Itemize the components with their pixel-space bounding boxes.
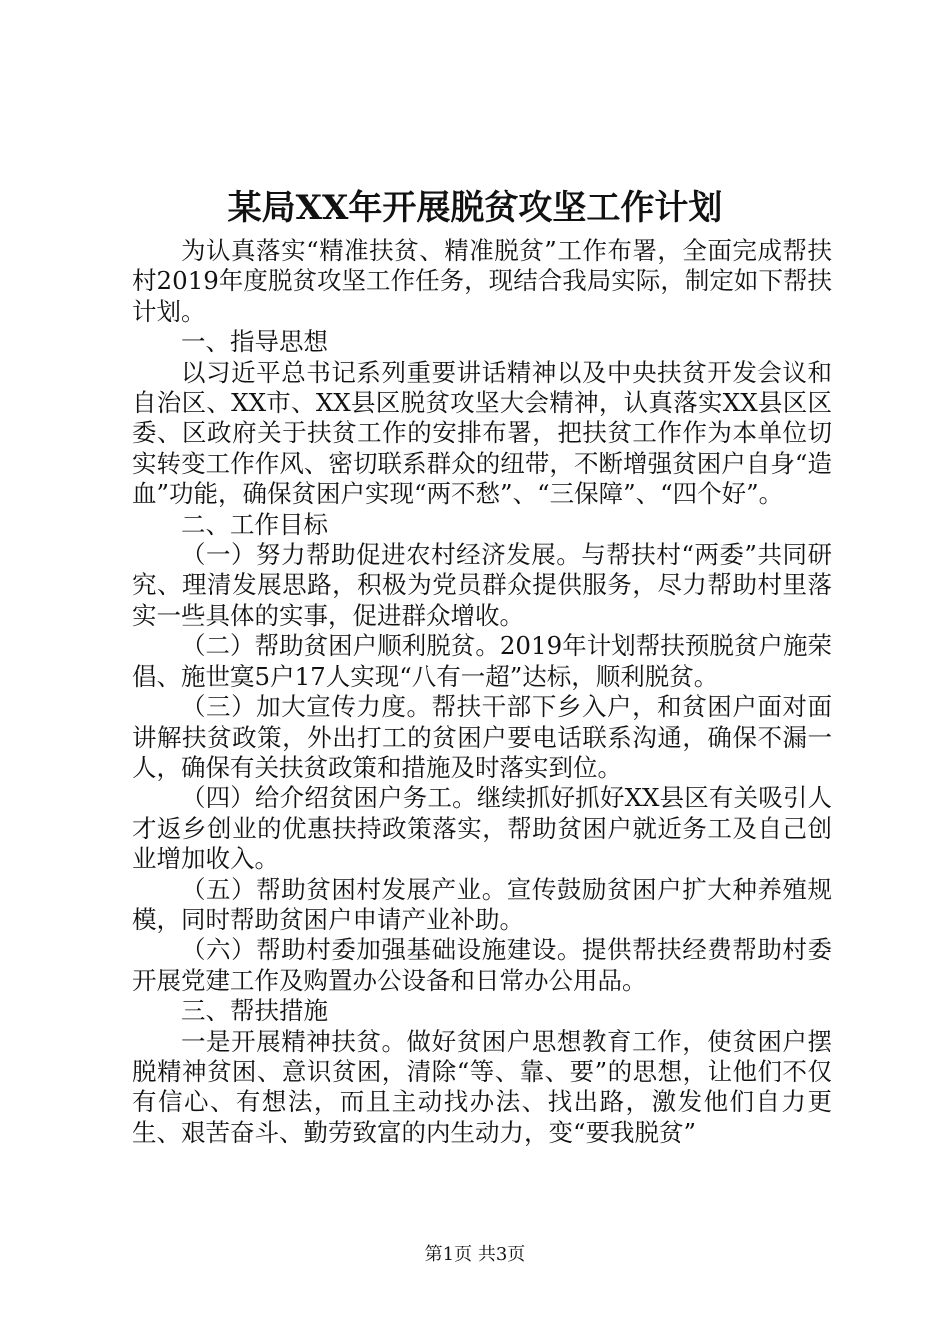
goal-item: （五）帮助贫困村发展产业。宣传鼓励贫困户扩大种养殖规模，同时帮助贫困户申请产业补助。 xyxy=(132,874,832,934)
guiding-ideology-paragraph: 以习近平总书记系列重要讲话精神以及中央扶贫开发会议和自治区、XX市、XX县区脱贫攻坚大会精神，认真落实XX县区区委、区政府关于扶贫工作的安排布署，把扶贫工作作为本单位切实转变工作作风、密切联系群众的纽带，不断增强贫困户自身“造血”功能，确保贫困户实现“两不愁”、“三保障”、“四个好”。 xyxy=(132,357,832,509)
goal-item: （六）帮助村委加强基础设施建设。提供帮扶经费帮助村委开展党建工作及购置办公设备和日常办公用品。 xyxy=(132,935,832,995)
goal-item: （一）努力帮助促进农村经济发展。与帮扶村“两委”共同研究、理清发展思路，积极为党员群众提供服务，尽力帮助村里落实一些具体的实事，促进群众增收。 xyxy=(132,540,832,630)
page-footer: 第1页 共3页 xyxy=(424,1244,526,1265)
goal-item: （四）给介绍贫困户务工。继续抓好抓好XX县区有关吸引人才返乡创业的优惠扶持政策落实，帮助贫困户就近务工及自己创业增加收入。 xyxy=(132,783,832,874)
section-heading-work-goals: 二、工作目标 xyxy=(181,509,328,539)
intro-paragraph: 为认真落实“精准扶贫、精准脱贫”工作布署，全面完成帮扶村2019年度脱贫攻坚工作任务，现结合我局实际，制定如下帮扶计划。 xyxy=(132,236,832,326)
section-heading-assistance-measures: 三、帮扶措施 xyxy=(181,996,328,1026)
measure-paragraph: 一是开展精神扶贫。做好贫困户思想教育工作，使贫困户摆脱精神贫困、意识贫困，清除“等、靠、要”的思想，让他们不仅有信心、有想法，而且主动找办法、找出路，激发他们自力更生、艰苦奋斗、勤劳致富的内生动力，变“要我脱贫” xyxy=(132,1026,832,1147)
document-title: 某局XX年开展脱贫攻坚工作计划 xyxy=(227,188,723,228)
goal-item: （三）加大宣传力度。帮扶干部下乡入户，和贫困户面对面讲解扶贫政策，外出打工的贫困户要电话联系沟通，确保不漏一人，确保有关扶贫政策和措施及时落实到位。 xyxy=(132,692,832,782)
document-body xyxy=(132,236,832,1148)
section-heading-guiding-ideology: 一、指导思想 xyxy=(181,327,328,357)
goal-item: （二）帮助贫困户顺利脱贫。2019年计划帮扶预脱贫户施荣倡、施世寞5户17人实现“八有一超”达标，顺利脱贫。 xyxy=(132,631,832,691)
